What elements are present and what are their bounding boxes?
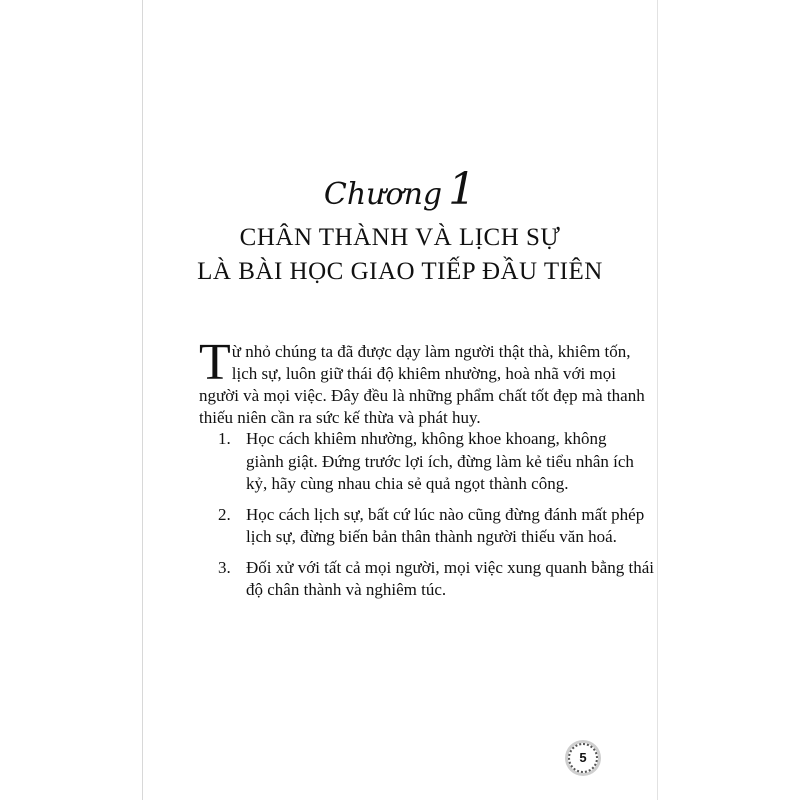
list-item-line: giành giật. Đứng trước lợi ích, đừng làm kẻ tiểu nhân ích <box>246 451 634 471</box>
intro-paragraph <box>199 334 645 429</box>
intro-line: người và mọi việc. Đây đều là những phẩm chất tốt đẹp mà thanh <box>199 386 645 405</box>
list-item-line: Học cách lịch sự, bất cứ lúc nào cũng đừng đánh mất phép <box>246 504 645 524</box>
intro-line: lịch sự, luôn giữ thái độ khiêm nhường, hoà nhã với mọi <box>231 364 616 383</box>
list-item-line: kỷ, hãy cùng nhau chia sẻ quả ngọt thành công. <box>246 474 569 493</box>
intro-line: thiếu niên cần ra sức kế thừa và phát huy. <box>199 408 481 427</box>
list-item-line: Học cách khiêm nhường, không khoe khoang, không <box>246 429 607 448</box>
chapter-number: 1 <box>448 164 477 215</box>
page-number: 5 <box>568 743 598 773</box>
intro-line: ừ nhỏ chúng ta đã được dạy làm người thật thà, khiêm tốn, <box>231 342 631 361</box>
list-item <box>218 428 634 496</box>
numbered-list <box>218 428 654 610</box>
list-item-line: độ chân thành và nghiêm túc. <box>246 580 447 599</box>
chapter-title-line-1: CHÂN THÀNH VÀ LỊCH SỰ <box>239 224 561 251</box>
page-edge-right <box>657 0 658 800</box>
list-item-line: Đối xử với tất cả mọi người, mọi việc xung quanh bằng thái <box>246 557 654 577</box>
list-item <box>218 504 645 549</box>
chapter-word: Chương <box>323 177 443 212</box>
list-item-number: 3. <box>218 557 231 577</box>
list-item-number: 1. <box>218 429 231 448</box>
drop-cap: T <box>199 334 231 391</box>
chapter-heading <box>200 164 600 215</box>
list-item-line: lịch sự, đừng biến bản thân thành người thiếu văn hoá. <box>246 527 617 546</box>
chapter-title-line-2: LÀ BÀI HỌC GIAO TIẾP ĐẦU TIÊN <box>197 258 603 285</box>
list-item <box>218 557 654 602</box>
list-item-number: 2. <box>218 504 231 524</box>
page-edge-left <box>142 0 143 800</box>
